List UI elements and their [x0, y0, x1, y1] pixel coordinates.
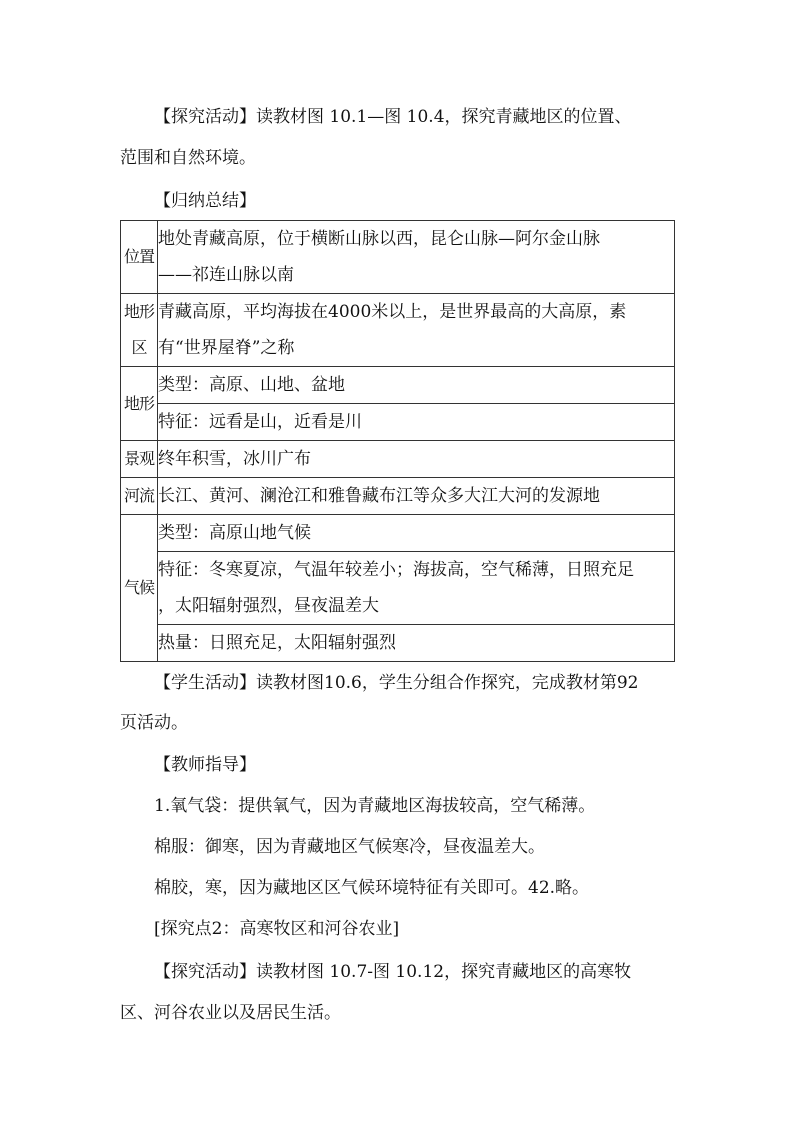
- teacher-item-1: 1.氧气袋：提供氧气，因为青藏地区海拔较高，空气稀薄。: [154, 796, 596, 816]
- teacher-item-3: 棉胶，寒，因为藏地区区气候环境特征有关即可。42.略。: [154, 878, 590, 898]
- student-activity-line-1: 【学生活动】读教材图10.6，学生分组合作探究，完成教材第92: [154, 673, 639, 693]
- terrain-area-line-2: 有“世界屋脊”之称: [158, 338, 295, 358]
- row-label-climate: 气候: [121, 515, 158, 662]
- climate-feature-line-1: 特征：冬寒夏凉，气温年较差小；海拔高，空气稀薄，日照充足: [158, 560, 634, 580]
- position-content: [158, 221, 675, 294]
- position-line-1: 地处青藏高原，位于横断山脉以西，昆仑山脉—阿尔金山脉: [158, 229, 600, 249]
- landscape-content: 终年积雪，冰川广布: [158, 441, 675, 478]
- terrain-area-line-1: 青藏高原，平均海拔在4000米以上，是世界最高的大高原，素: [158, 302, 627, 322]
- rivers-content: 长江、黄河、澜沧江和雅鲁藏布江等众多大江大河的发源地: [158, 478, 675, 515]
- climate-feature-line-2: ，太阳辐射强烈，昼夜温差大: [158, 596, 379, 616]
- student-activity-line-2: 页活动。: [120, 713, 188, 733]
- row-label-landscape: 景观: [121, 441, 158, 478]
- table-row-terrain-feature: [121, 404, 675, 441]
- climate-type: 类型：高原山地气候: [158, 515, 675, 552]
- table-row-climate-feature: [121, 552, 675, 625]
- row-label-terrain-area: [121, 294, 158, 367]
- table-row-terrain-area: [121, 294, 675, 367]
- intro-line-2: 范围和自然环境。: [120, 148, 256, 168]
- teacher-guide-heading: 【教师指导】: [154, 755, 256, 775]
- point2-activity-line-2: 区、河谷农业以及居民生活。: [120, 1003, 341, 1023]
- summary-heading: 【归纳总结】: [154, 191, 256, 211]
- terrain-area-label-1: 地形: [123, 302, 154, 321]
- table-row-position: [121, 221, 675, 294]
- position-line-2: ——祁连山脉以南: [158, 265, 294, 285]
- climate-feature: [158, 552, 675, 625]
- intro-line-1: 【探究活动】读教材图 10.1—图 10.4，探究青藏地区的位置、: [154, 107, 632, 127]
- terrain-type: 类型：高原、山地、盆地: [158, 367, 675, 404]
- point2-activity-line-1: 【探究活动】读教材图 10.7-图 10.12，探究青藏地区的高寒牧: [154, 962, 632, 982]
- point2-heading: [探究点2：高寒牧区和河谷农业]: [154, 919, 400, 939]
- table-row-landscape: [121, 441, 675, 478]
- table-row-climate-type: [121, 515, 675, 552]
- row-label-rivers: 河流: [121, 478, 158, 515]
- table-row-climate-heat: [121, 625, 675, 662]
- row-label-position: 位置: [121, 221, 158, 294]
- summary-table: [120, 220, 675, 662]
- row-label-terrain: 地形: [121, 367, 158, 441]
- teacher-item-2: 棉服：御寒，因为青藏地区气候寒冷，昼夜温差大。: [154, 837, 545, 857]
- terrain-feature: 特征：远看是山，近看是川: [158, 404, 675, 441]
- terrain-area-content: [158, 294, 675, 367]
- climate-heat: 热量：日照充足，太阳辐射强烈: [158, 625, 675, 662]
- terrain-area-label-2: 区: [131, 338, 147, 357]
- table-row-rivers: [121, 478, 675, 515]
- table-row-terrain-type: [121, 367, 675, 404]
